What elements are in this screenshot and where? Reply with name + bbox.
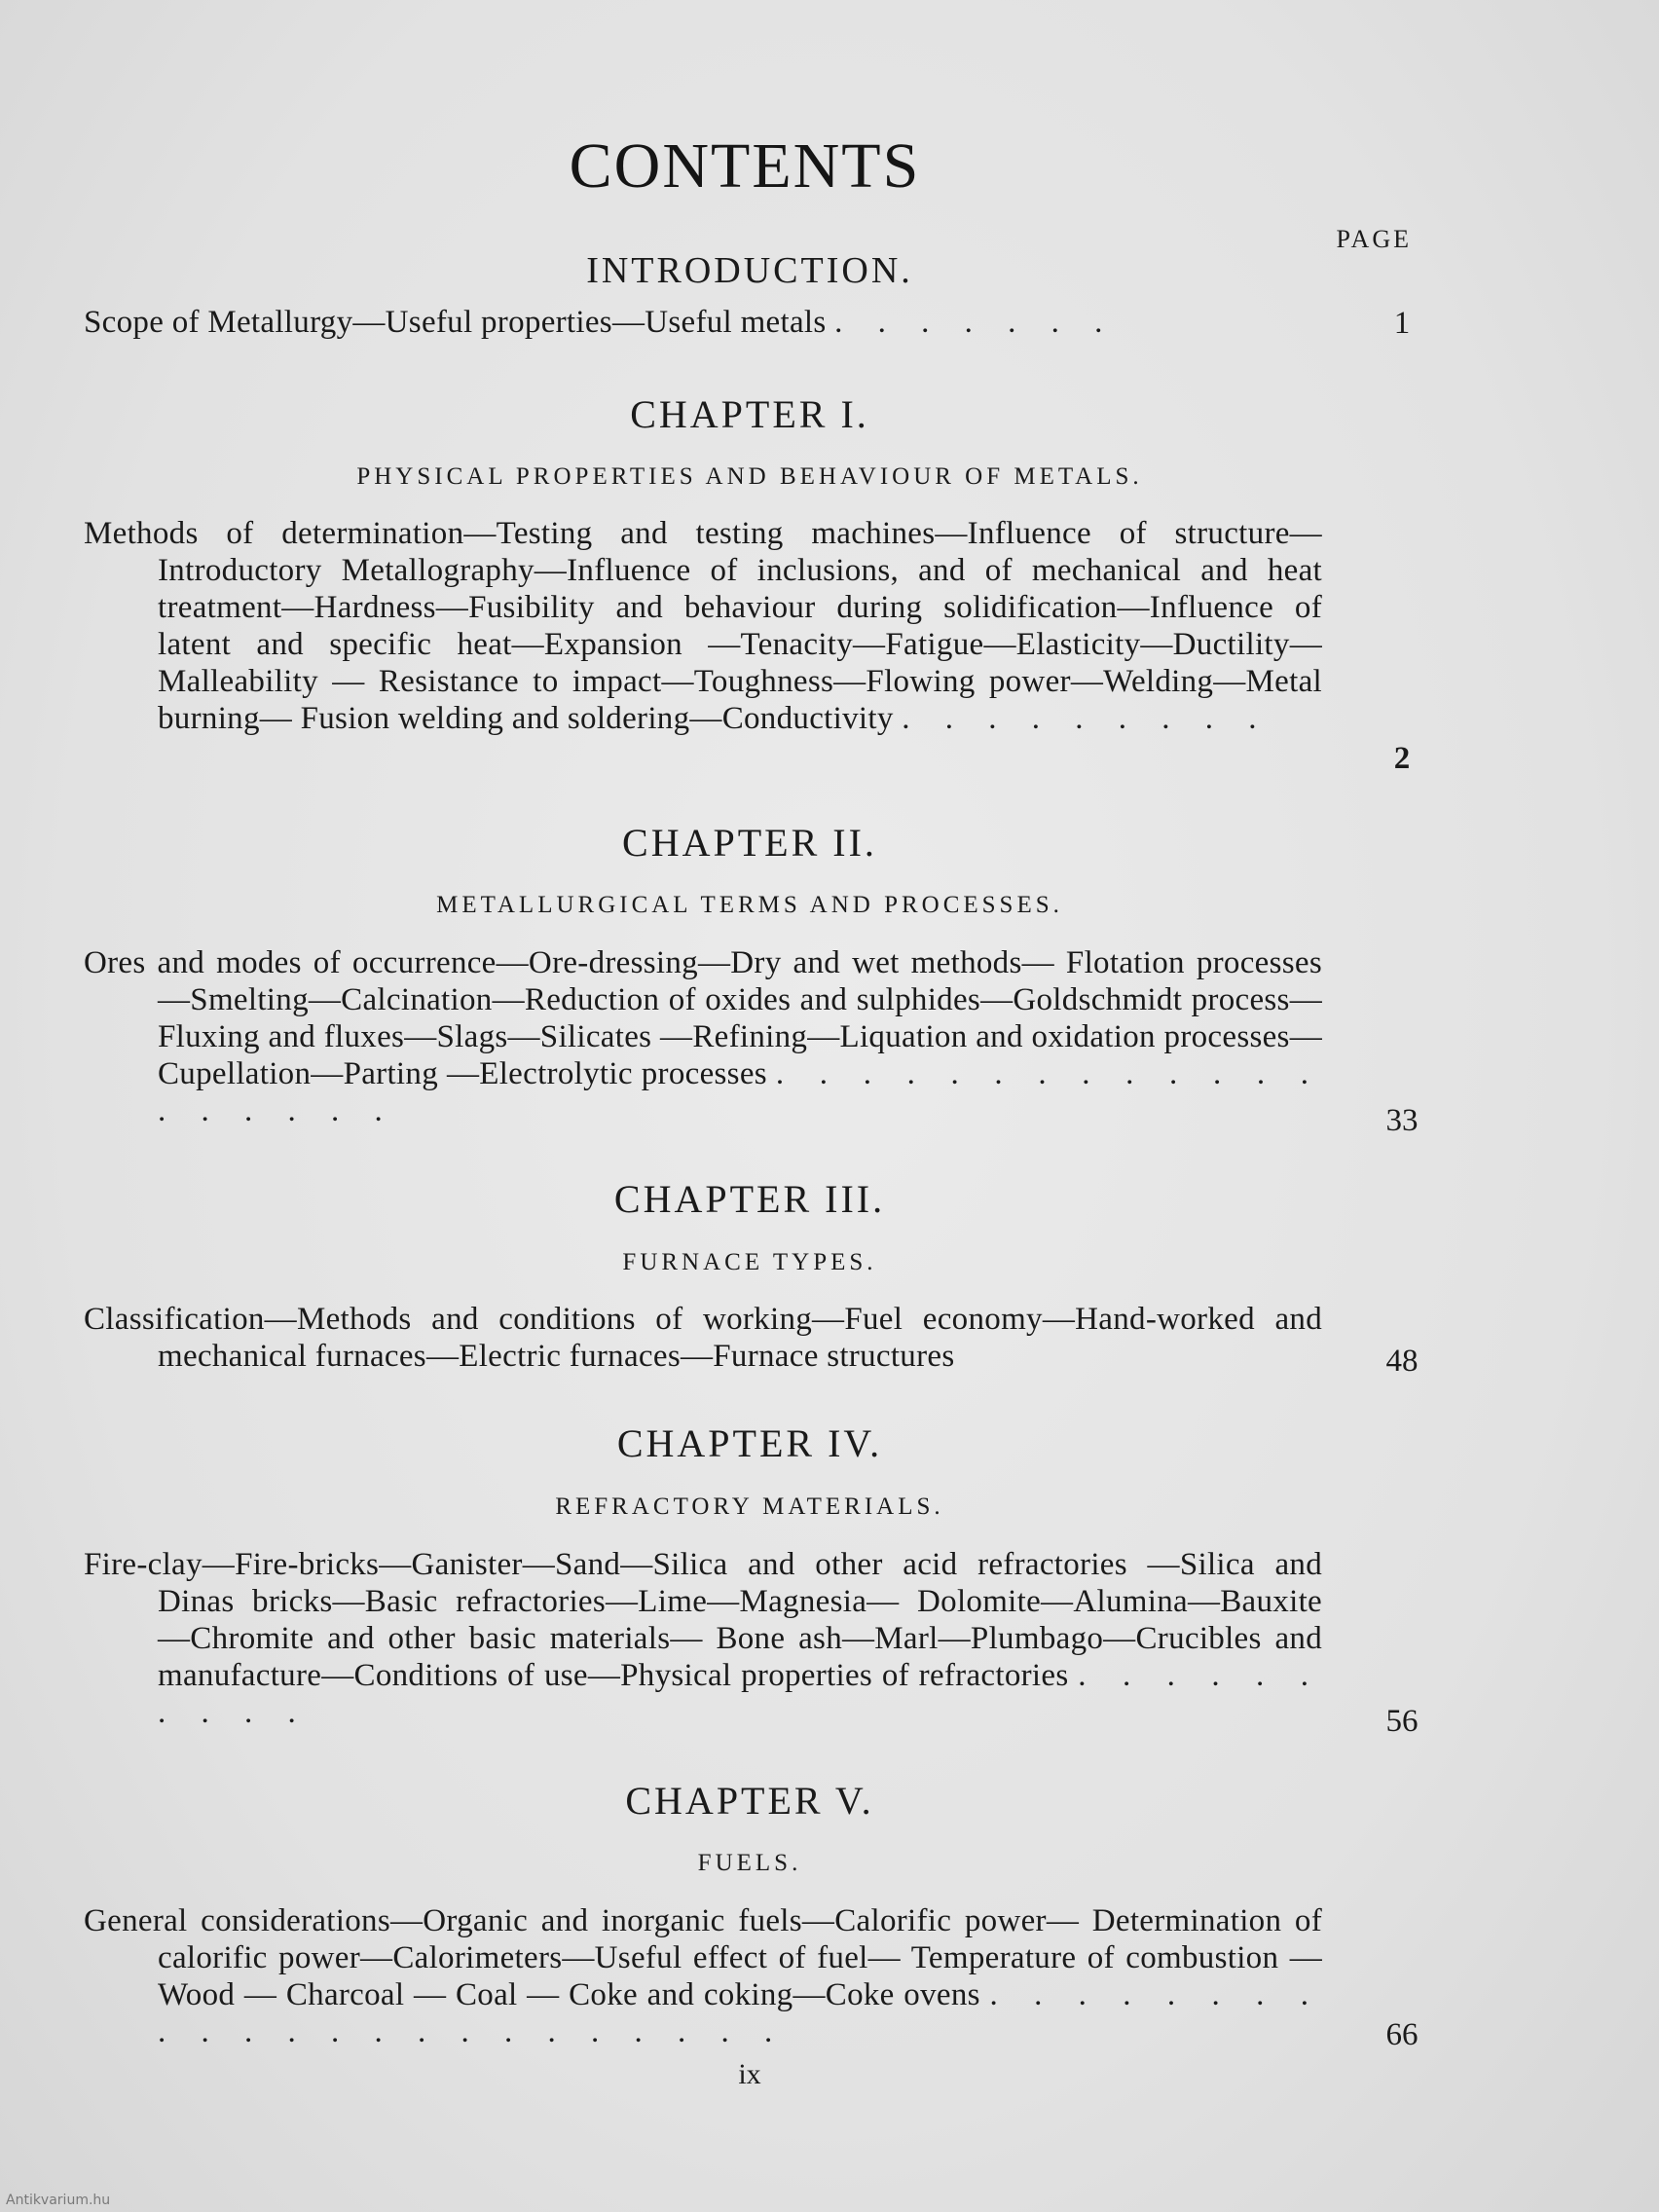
chapter-1-entry [84, 515, 1322, 737]
chapter-2-entry-dots: . . . . . . . . . . . . . . . . . . . [158, 1056, 1322, 1128]
chapter-4-heading: CHAPTER IV. [616, 1421, 883, 1465]
page-title: CONTENTS [569, 130, 921, 202]
chapter-3-page-number: 48 [1385, 1344, 1419, 1379]
page-column-label: PAGE [1336, 225, 1412, 253]
chapter-5-page-number: 66 [1385, 2017, 1419, 2052]
chapter-4-subtitle: REFRACTORY MATERIALS. [555, 1493, 944, 1520]
chapter-1-page-number: 2 [1393, 741, 1411, 776]
watermark: Antikvarium.hu [6, 2193, 111, 2208]
introduction-heading: INTRODUCTION. [586, 250, 913, 291]
chapter-4-entry-dots: . . . . . . . . . . [158, 1658, 1323, 1730]
chapter-3-heading: CHAPTER III. [613, 1177, 886, 1221]
chapter-2-page-number: 33 [1385, 1103, 1419, 1138]
chapter-2-heading: CHAPTER II. [622, 821, 877, 865]
chapter-3-entry-text: Classification—Methods and conditions of working—Fuel economy—Hand-worked and mechanical furnaces—Electric furnaces—Furnace structures [84, 1302, 1322, 1374]
chapter-5-subtitle: FUELS. [697, 1850, 802, 1876]
chapter-5-entry-text: General considerations—Organic and inorganic fuels—Calorific power— Determination of calorific power—Calorimeters—Useful effect of fuel— Temperature of combustion — Wood — Charcoal — Coal — Coke and coking—Coke ovens [84, 1903, 1322, 2012]
chapter-1-entry-text: Methods of determination—Testing and testing machines—Influence of structure—Introductory Metallography—Influence of inclusions, and of mechanical and heat treatment—Hardness—Fusibility and behaviour during solidification—Influence of latent and specific heat—Expansion —Tenacity—Fatigue—Elasticity—Ductility—Malleability — Resistance to impact—Toughness—Flowing power—Welding—Metal burning— Fusion welding and soldering—Conductivity [84, 516, 1322, 736]
introduction-entry-dots: . . . . . . . [834, 305, 1117, 340]
chapter-3-entry [84, 1301, 1322, 1375]
chapter-1-heading: CHAPTER I. [630, 392, 869, 436]
chapter-5-entry [84, 1902, 1322, 2050]
chapter-2-entry-text: Ores and modes of occurrence—Ore-dressing—Dry and wet methods— Flotation processes—Smelting—Calcination—Reduction of oxides and sulphides—Goldschmidt process—Fluxing and fluxes—Slags—Silicates —Refining—Liquation and oxidation processes—Cupellation—Parting —Electrolytic processes [84, 945, 1322, 1091]
chapter-4-page-number: 56 [1385, 1704, 1419, 1739]
introduction-page-number: 1 [1393, 306, 1411, 341]
chapter-5-heading: CHAPTER V. [625, 1779, 874, 1823]
introduction-entry [84, 304, 1322, 341]
chapter-2-entry [84, 944, 1322, 1129]
introduction-entry-text: Scope of Metallurgy—Useful properties—Useful metals [84, 305, 827, 340]
chapter-4-entry [84, 1546, 1322, 1731]
chapter-5-entry-dots: . . . . . . . . . . . . . . . . . . . . . . . [158, 1977, 1322, 2049]
chapter-2-subtitle: METALLURGICAL TERMS AND PROCESSES. [436, 892, 1063, 918]
chapter-1-entry-dots: . . . . . . . . . [902, 701, 1271, 736]
folio-page-number: ix [738, 2058, 761, 2090]
chapter-4-entry-text: Fire-clay—Fire-bricks—Ganister—Sand—Silica and other acid refractories —Silica and Dinas bricks—Basic refractories—Lime—Magnesia— Dolomite—Alumina—Bauxite—Chromite and other basic materials— Bone ash—Marl—Plumbago—Crucibles and manufacture—Conditions of use—Physical properties of refractories [84, 1547, 1322, 1693]
chapter-1-subtitle: PHYSICAL PROPERTIES AND BEHAVIOUR OF METALS. [356, 463, 1143, 490]
chapter-3-subtitle: FURNACE TYPES. [622, 1249, 877, 1275]
